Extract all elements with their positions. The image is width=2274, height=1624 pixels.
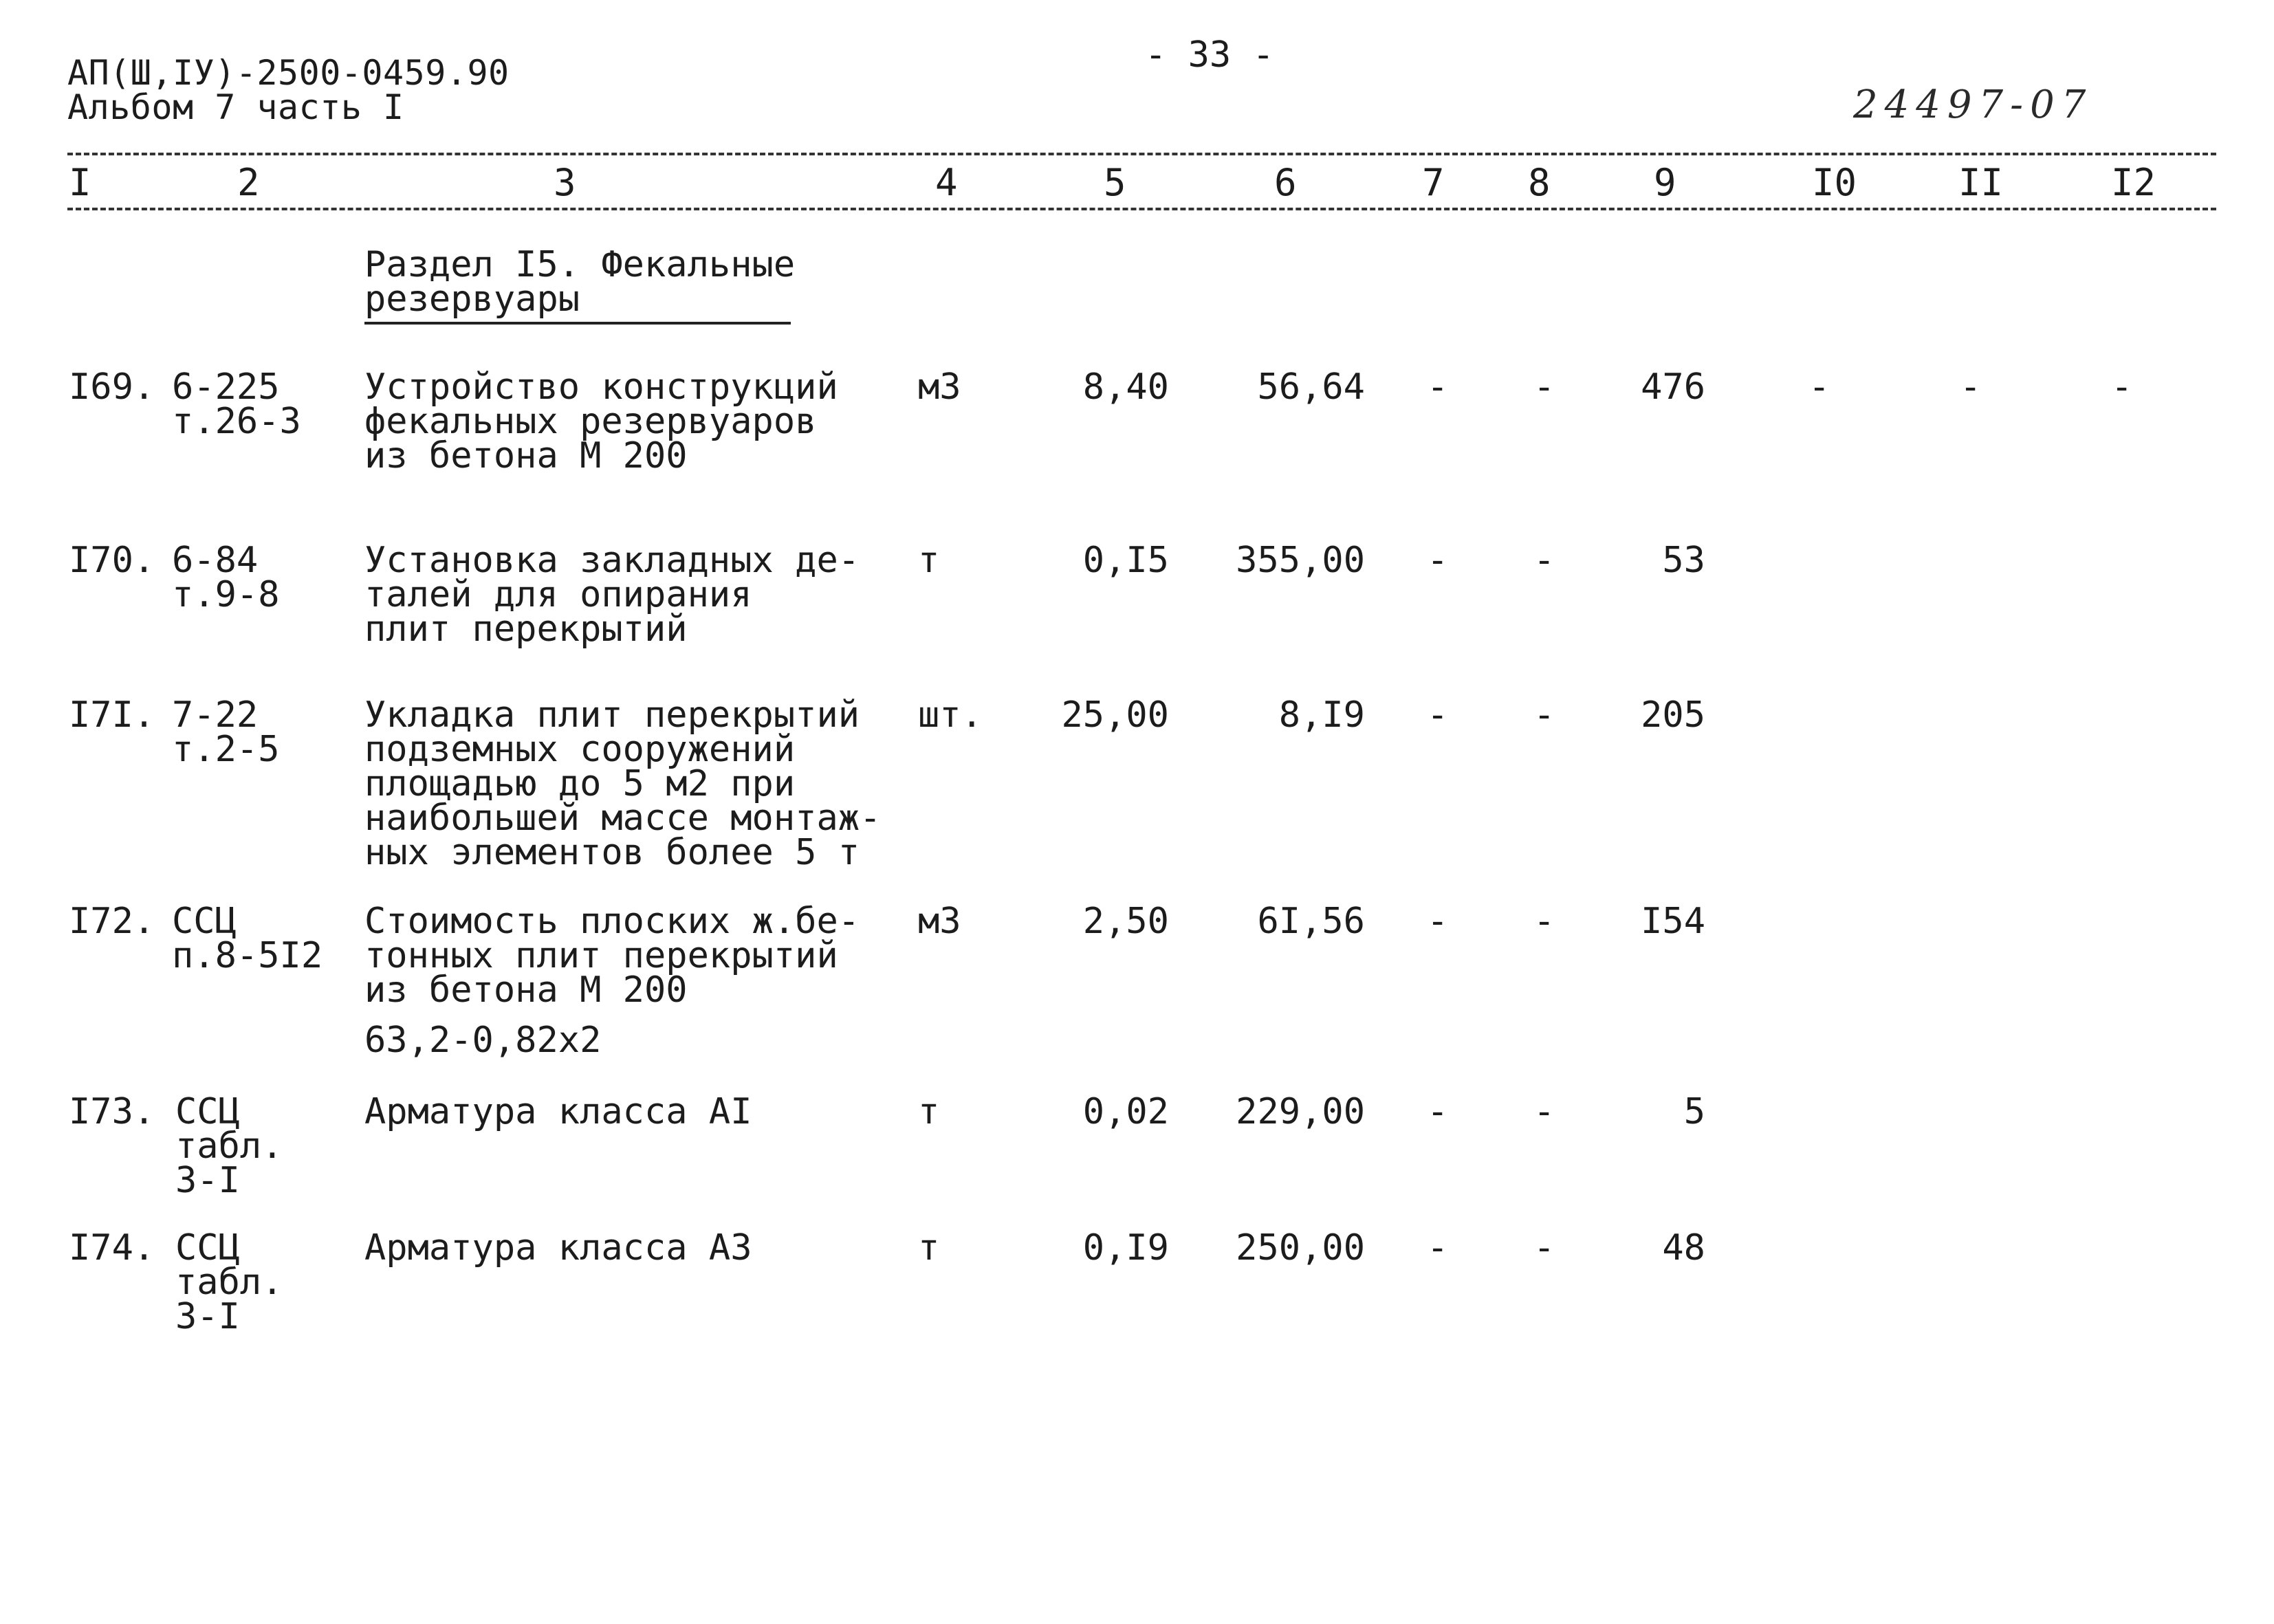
row-col8: - xyxy=(1533,366,1555,408)
row-number: I70. xyxy=(69,540,155,581)
column-number-4: 4 xyxy=(935,161,958,204)
row-price: 250,00 xyxy=(1236,1227,1365,1269)
row-code: 6-225 xyxy=(172,366,280,408)
row-code: 6-84 xyxy=(172,540,259,581)
handwritten-number: 24497-07 xyxy=(1853,83,2093,127)
row-col8: - xyxy=(1533,540,1555,581)
row-total: 5 xyxy=(1683,1091,1705,1132)
column-number-11: II xyxy=(1958,161,2004,204)
row-quantity: 25,00 xyxy=(1061,694,1169,736)
row-unit: т xyxy=(918,540,940,581)
row-formula: 63,2-0,82х2 xyxy=(364,1020,602,1061)
row-price: 355,00 xyxy=(1236,540,1365,581)
row-description: Устройство конструкций xyxy=(364,366,838,408)
column-number-6: 6 xyxy=(1274,161,1297,204)
row-total: 476 xyxy=(1641,366,1705,408)
row-number: I72. xyxy=(69,901,155,942)
row-col7: - xyxy=(1427,1091,1449,1132)
row-code: 3-I xyxy=(175,1296,240,1337)
row-code: ССЦ xyxy=(172,901,237,942)
row-unit: м3 xyxy=(918,366,961,408)
row-description: Арматура класса АI xyxy=(364,1091,752,1132)
row-code: т.2-5 xyxy=(172,729,280,770)
row-col8: - xyxy=(1533,901,1555,942)
row-description: плит перекрытий xyxy=(364,608,688,650)
row-total: 53 xyxy=(1662,540,1705,581)
row-description: Укладка плит перекрытий xyxy=(364,694,860,736)
row-code: ССЦ xyxy=(175,1227,240,1269)
album-part: Альбом 7 часть I xyxy=(67,87,404,127)
row-quantity: 8,40 xyxy=(1082,366,1169,408)
row-description: из бетона М 200 xyxy=(364,969,688,1011)
column-number-7: 7 xyxy=(1422,161,1445,204)
column-number-10: I0 xyxy=(1812,161,1857,204)
row-description: тонных плит перекрытий xyxy=(364,935,838,976)
row-col7: - xyxy=(1427,1227,1449,1269)
column-number-2: 2 xyxy=(237,161,260,204)
column-number-9: 9 xyxy=(1654,161,1676,204)
row-unit: т xyxy=(918,1091,940,1132)
row-unit: м3 xyxy=(918,901,961,942)
row-price: 229,00 xyxy=(1236,1091,1365,1132)
row-total: 205 xyxy=(1641,694,1705,736)
row-col11: - xyxy=(1960,366,1982,408)
row-description: Стоимость плоских ж.бе- xyxy=(364,901,860,942)
row-description: ных элементов более 5 т xyxy=(364,832,860,873)
row-description: талей для опирания xyxy=(364,574,752,615)
row-description: наибольшей массе монтаж- xyxy=(364,798,882,839)
row-description: Арматура класса А3 xyxy=(364,1227,752,1269)
row-code: п.8-5I2 xyxy=(172,935,323,976)
row-quantity: 0,I9 xyxy=(1082,1227,1169,1269)
row-code: т.9-8 xyxy=(172,574,280,615)
row-description: подземных сооружений xyxy=(364,729,796,770)
page-number: - 33 - xyxy=(1145,34,1274,76)
row-code: 7-22 xyxy=(172,694,259,736)
row-col12: - xyxy=(2111,366,2133,408)
row-col7: - xyxy=(1427,901,1449,942)
row-quantity: 2,50 xyxy=(1082,901,1169,942)
row-unit: шт. xyxy=(918,694,983,736)
top-rule xyxy=(67,153,2216,155)
column-number-3: 3 xyxy=(554,161,576,204)
row-total: I54 xyxy=(1641,901,1705,942)
column-number-1: I xyxy=(69,161,91,204)
section-title: Раздел I5. Фекальные xyxy=(364,244,796,285)
row-description: фекальных резервуаров xyxy=(364,401,817,442)
row-col8: - xyxy=(1533,1091,1555,1132)
row-total: 48 xyxy=(1662,1227,1705,1269)
row-quantity: 0,02 xyxy=(1082,1091,1169,1132)
row-number: I74. xyxy=(69,1227,155,1269)
row-number: I69. xyxy=(69,366,155,408)
row-number: I73. xyxy=(69,1091,155,1132)
row-description: Установка закладных де- xyxy=(364,540,860,581)
row-code: ССЦ xyxy=(175,1091,240,1132)
row-code: 3-I xyxy=(175,1160,240,1201)
row-price: 56,64 xyxy=(1257,366,1365,408)
column-number-8: 8 xyxy=(1528,161,1551,204)
row-price: 6I,56 xyxy=(1257,901,1365,942)
column-number-12: I2 xyxy=(2111,161,2156,204)
row-code: табл. xyxy=(175,1126,283,1167)
row-col7: - xyxy=(1427,366,1449,408)
row-number: I7I. xyxy=(69,694,155,736)
row-col7: - xyxy=(1427,540,1449,581)
row-description: из бетона М 200 xyxy=(364,435,688,476)
row-unit: т xyxy=(918,1227,940,1269)
section-title-cont: резервуары xyxy=(364,278,580,320)
row-col8: - xyxy=(1533,694,1555,736)
row-code: табл. xyxy=(175,1262,283,1303)
header-rule xyxy=(67,208,2216,210)
column-number-5: 5 xyxy=(1104,161,1126,204)
section-underline xyxy=(364,322,791,325)
row-col10: - xyxy=(1808,366,1830,408)
row-price: 8,I9 xyxy=(1278,694,1365,736)
row-quantity: 0,I5 xyxy=(1082,540,1169,581)
row-col7: - xyxy=(1427,694,1449,736)
row-code: т.26-3 xyxy=(172,401,301,442)
document-code: АП(Ш,IУ)-2500-0459.90 xyxy=(67,53,510,93)
row-col8: - xyxy=(1533,1227,1555,1269)
row-description: площадью до 5 м2 при xyxy=(364,763,796,804)
